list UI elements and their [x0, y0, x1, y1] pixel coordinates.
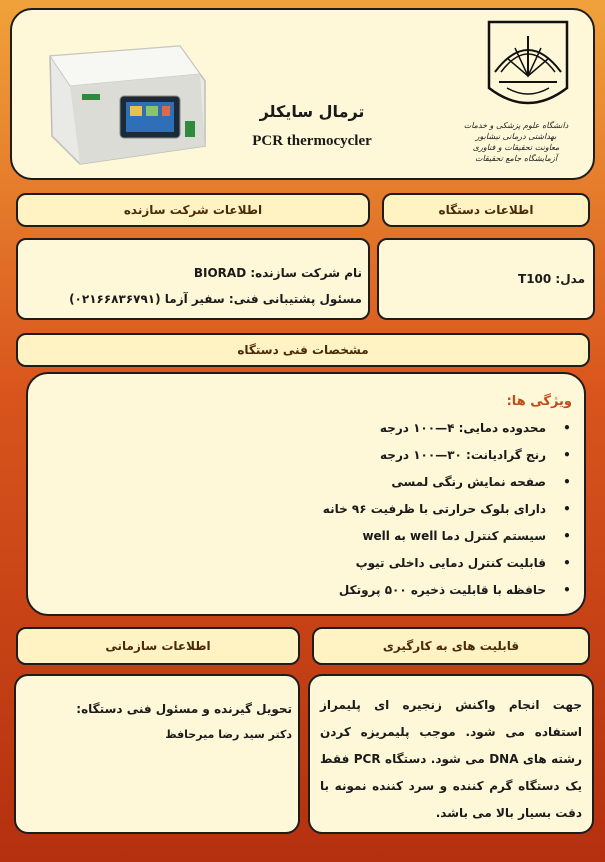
- logo-caption-line: آزمایشگاه جامع تحقیقات: [474, 154, 558, 163]
- manufacturer-info-header-label: اطلاعات شرکت سازنده: [123, 203, 263, 217]
- device-info-box: [377, 238, 595, 320]
- feature-item-label: حافظه با قابلیت ذخیره ۵۰۰ پروتکل: [338, 582, 546, 597]
- feature-item: [54, 468, 574, 495]
- bullet-icon: •: [563, 555, 571, 570]
- logo-caption-line: دانشگاه علوم پزشکی و خدمات بهداشتی درمانی نیشابور: [463, 121, 569, 141]
- applications-text: جهت انجام واکنش زنجیره ای پلیمراز استفاده می شود. موجب پلیمریزه کردن رشته های DNA می شود. دستگاه PCR فقط یک دستگاه گرم کننده و سرد کننده نمونه با دقت بسیار بالا می باشد.: [320, 698, 582, 820]
- feature-item: [54, 441, 574, 468]
- bullet-icon: •: [563, 528, 571, 543]
- organizational-info-header: [16, 627, 300, 665]
- organization-box: [14, 674, 300, 834]
- university-logo-icon: [485, 18, 571, 114]
- feature-item: [54, 576, 574, 603]
- features-panel: [26, 372, 586, 616]
- applications-header-label: قابلیت های به کارگیری: [382, 639, 520, 653]
- applications-header: [312, 627, 590, 665]
- technical-specs-header: [16, 333, 590, 367]
- bullet-icon: •: [563, 447, 571, 462]
- feature-item-label: سیستم کنترل دما well به well: [362, 528, 546, 543]
- thermocycler-image: [40, 26, 212, 171]
- feature-item: [54, 549, 574, 576]
- device-model: مدل: T100: [518, 272, 585, 286]
- device-info-header-label: اطلاعات دستگاه: [438, 203, 534, 217]
- bullet-icon: •: [563, 501, 571, 516]
- feature-item-label: صفحه نمایش رنگی لمسی: [391, 474, 546, 489]
- feature-item-label: محدوده دمایی: ۴—۱۰۰ درجه: [379, 420, 546, 435]
- applications-box: [308, 674, 594, 834]
- feature-item: [54, 522, 574, 549]
- logo-caption-line: معاونت تحقیقات و فناوری: [472, 143, 560, 152]
- organizational-info-header-label: اطلاعات سازمانی: [105, 639, 211, 653]
- feature-item-label: رنج گرادیانت: ۳۰—۱۰۰ درجه: [380, 447, 546, 462]
- manufacturer-info-header: [16, 193, 370, 227]
- logo-caption: [451, 120, 581, 164]
- recipient-label: تحویل گیرنده و مسئول فنی دستگاه:: [76, 702, 292, 716]
- feature-item: [54, 495, 574, 522]
- feature-item-label: قابلیت کنترل دمایی داخلی تیوپ: [355, 555, 546, 570]
- features-list: [54, 414, 574, 603]
- manufacturer-name: نام شرکت سازنده: BIORAD: [193, 266, 362, 280]
- title-persian: ترمال سایکلر: [259, 102, 365, 121]
- header-panel: [10, 8, 595, 180]
- recipient-name: دکتر سید رضا میرحافظ: [165, 728, 292, 741]
- technical-support: مسئول پشتیبانی فنی: سفیر آزما (۰۲۱۶۶۸۳۶۷۹۱): [69, 292, 362, 306]
- manufacturer-info-box: [16, 238, 370, 320]
- technical-specs-header-label: مشخصات فنی دستگاه: [237, 343, 369, 357]
- title-block: [212, 102, 412, 150]
- bullet-icon: •: [563, 474, 571, 489]
- features-heading: ویژگی ها:: [506, 394, 572, 409]
- feature-item-label: دارای بلوک حرارتی با ظرفیت ۹۶ خانه: [322, 501, 546, 516]
- device-info-header: [382, 193, 590, 227]
- bullet-icon: •: [563, 582, 571, 597]
- title-english: PCR thermocycler: [252, 133, 372, 149]
- bullet-icon: •: [563, 420, 571, 435]
- feature-item: [54, 414, 574, 441]
